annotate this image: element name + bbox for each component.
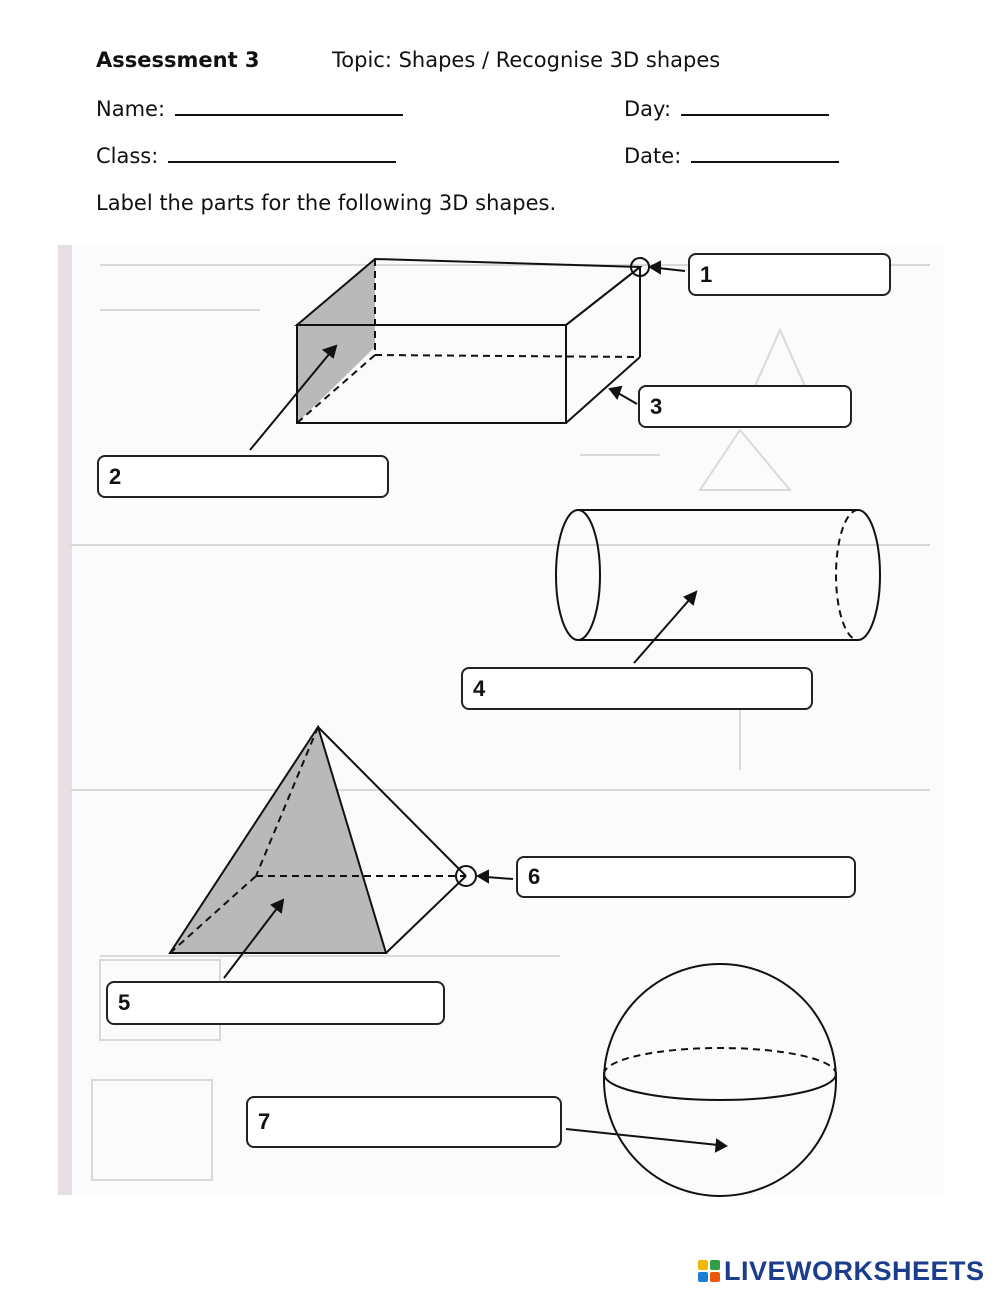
answer-box-6[interactable] — [516, 856, 856, 898]
answer-box-4[interactable] — [461, 667, 813, 710]
assessment-title: Assessment 3 — [96, 48, 260, 72]
answer-number-5: 5 — [118, 990, 131, 1015]
brand-name: LIVEWORKSHEETS — [724, 1255, 985, 1286]
answer-box-7[interactable] — [246, 1096, 562, 1148]
topic-text: Topic: Shapes / Recognise 3D shapes — [332, 48, 721, 72]
date-label: Date: — [624, 144, 682, 168]
day-label: Day: — [624, 97, 672, 121]
answer-box-2[interactable] — [97, 455, 389, 498]
answer-box-1[interactable] — [688, 253, 891, 296]
name-label: Name: — [96, 97, 166, 121]
answer-number-2: 2 — [109, 463, 122, 489]
brand-logo-icon — [698, 1260, 720, 1282]
answer-number-1: 1 — [700, 261, 713, 287]
answer-number-3: 3 — [650, 393, 663, 419]
instruction-text: Label the parts for the following 3D shapes. — [96, 191, 557, 215]
answer-box-5[interactable] — [106, 981, 445, 1025]
answer-number-7: 7 — [258, 1109, 271, 1134]
answer-number-4: 4 — [473, 675, 486, 701]
answer-box-3[interactable] — [638, 385, 852, 428]
class-label: Class: — [96, 144, 159, 168]
liveworksheets-logo — [698, 1254, 985, 1288]
answer-number-6: 6 — [528, 864, 541, 889]
